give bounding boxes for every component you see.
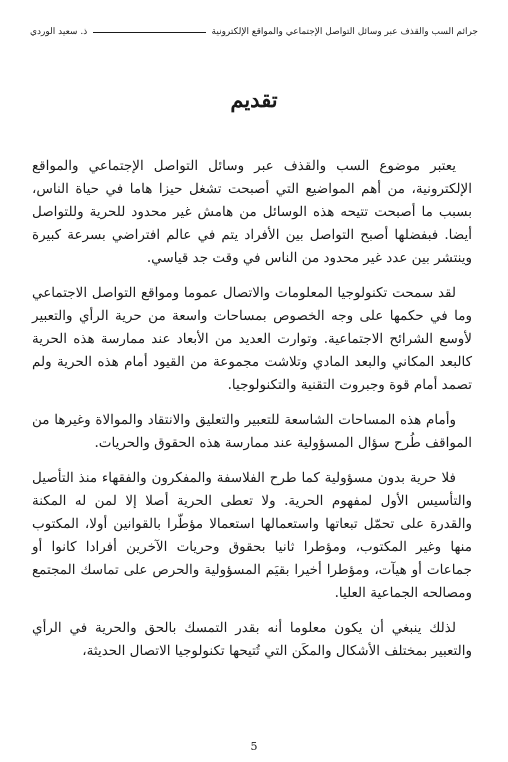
header-book-title: جرائم السب والقذف عبر وسائل التواصل الإجتماعي والمواقع الإلكترونية	[211, 27, 478, 37]
paragraph-5: لذلك ينبغي أن يكون معلوما أنه بقدر التمسك بالحق والحرية في الرأي والتعبير بمختلف الأشكال والمكَن التي تُتيحها تكنولوجيا الاتصال الحديثة،	[32, 620, 472, 659]
page-number: 5	[250, 740, 258, 753]
chapter-title: تقديم	[230, 87, 278, 112]
paragraph-3: وأمام هذه المساحات الشاسعة للتعبير والتعليق والانتقاد والموالاة وغيرها من المواقف طُرح سؤال المسؤولية عند ممارسة هذه الحقوق والحريات.	[32, 412, 472, 451]
running-header	[30, 24, 478, 40]
header-author: ذ. سعيد الوردي	[30, 27, 88, 37]
header-rule	[93, 32, 205, 33]
paragraph-2: لقد سمحت تكنولوجيا المعلومات والاتصال عموما ومواقع التواصل الاجتماعي وما في حكمها على وجه الخصوص بمساحات واسعة من حرية الرأي والتعبير لأوسع الشرائح الاجتماعية. وتوارت العديد من الأبعاد عند ممارسة هذه الحرية كالبعد المكاني والبعد المادي وتلاشت مجموعة من القيود أمام هذه الحرية ولم تصمد أمام قوة وجبروت التقنية والتكنولوجيا.	[32, 285, 472, 393]
paragraph-1: يعتبر موضوع السب والقذف عبر وسائل التواصل الإجتماعي والمواقع الإلكترونية، من أهم المواضيع التي أصبحت تشغل حيزا هاما في حياة الناس، بسبب ما أصبحت تتيحه هذه الوسائل من هامش غير محدود للحرية وللتواصل أيضا. فبفضلها أصبح التواصل بين الأفراد يتم في عالم افتراضي بسرعة كبيرة وينتشر بين عدد غير محدود من الناس في وقت جد قياسي.	[32, 158, 473, 266]
body-text	[32, 155, 472, 675]
paragraph-4: فلا حرية بدون مسؤولية كما طرح الفلاسفة والمفكرون والفقهاء منذ التأصيل والتأسيس الأول لمفهوم الحرية. ولا تعطى الحرية أصلا إلا لمن له المكنة والقدرة على تحمّل تبعاتها واستعمالها استعمالا مؤطّرا بالقوانين أولا، المكتوب منها وغير المكتوب، ومؤطرا ثانيا بحقوق وحريات الآخرين أفرادا كانوا أو جماعات أو هيآت، ومؤطرا أخيرا بقيَم المسؤولية والحرص على تماسك المجتمع ومصالحه الجماعية العليا.	[32, 470, 472, 601]
